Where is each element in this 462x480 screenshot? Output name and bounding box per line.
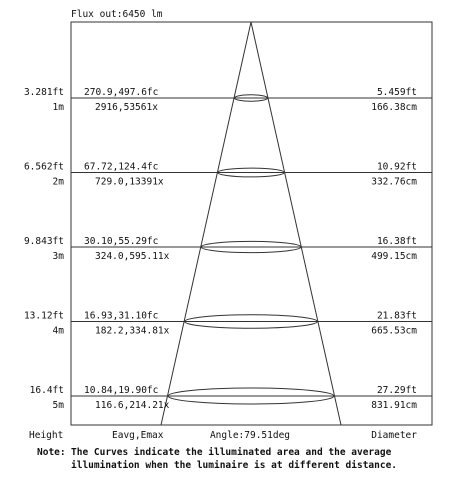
height-ft-label: 3.281ft [23, 87, 64, 98]
height-m-label: 4m [52, 325, 64, 337]
note-line-2: illumination when the luminaire is at different distance. [71, 460, 398, 471]
cone-left-edge [161, 22, 251, 425]
distance-row [24, 236, 432, 262]
height-ft-label: 9.843ft [23, 236, 64, 247]
distance-row [24, 311, 432, 337]
diameter-cm-value: 166.38cm [371, 102, 417, 113]
diameter-ft-value: 5.459ft [376, 87, 417, 98]
diameter-cm-value: 332.76cm [371, 176, 417, 188]
height-ft-label: 16.4ft [29, 385, 64, 396]
height-ft-label: 13.12ft [23, 310, 64, 322]
fc-value: 16.93,31.10fc [84, 310, 159, 322]
diameter-ft-value: 10.92ft [376, 161, 417, 173]
note-line-1: The Curves indicate the illuminated area and the average [71, 447, 392, 458]
diameter-ft-value: 16.38ft [376, 236, 417, 247]
fc-value: 30.10,55.29fc [84, 236, 159, 247]
lx-value: 182.2,334.81x [95, 325, 170, 337]
cone-right-edge [251, 22, 341, 425]
fc-value: 270.9,497.6fc [84, 87, 159, 98]
note-label: Note: [37, 447, 66, 458]
eavg-column-label: Eavg,Emax [112, 430, 164, 441]
lx-value: 324.0,595.11x [95, 251, 170, 262]
fc-value: 67.72,124.4fc [84, 161, 159, 173]
lx-value: 2916,53561x [95, 102, 158, 113]
height-m-label: 2m [52, 176, 64, 188]
lx-value: 116.6,214.21x [95, 400, 170, 411]
chart-frame [71, 22, 432, 425]
diameter-ft-value: 21.83ft [376, 310, 417, 322]
height-ft-label: 6.562ft [23, 161, 64, 173]
flux-label: Flux out:6450 lm [71, 9, 163, 20]
lx-value: 729.0,13391x [95, 176, 164, 188]
diameter-ft-value: 27.29ft [376, 385, 417, 396]
diameter-column-label: Diameter [371, 430, 417, 441]
distance-row [30, 385, 432, 411]
diameter-cm-value: 499.15cm [371, 251, 417, 262]
height-m-label: 1m [52, 102, 64, 113]
distance-row [24, 162, 432, 188]
height-column-label: Height [29, 430, 64, 441]
diameter-cm-value: 665.53cm [371, 325, 417, 337]
angle-label: Angle:79.51deg [209, 430, 291, 441]
fc-value: 10.84,19.90fc [84, 385, 159, 396]
diameter-cm-value: 831.91cm [371, 400, 417, 411]
distance-row [24, 87, 432, 113]
height-m-label: 3m [52, 251, 64, 262]
height-m-label: 5m [52, 400, 64, 411]
